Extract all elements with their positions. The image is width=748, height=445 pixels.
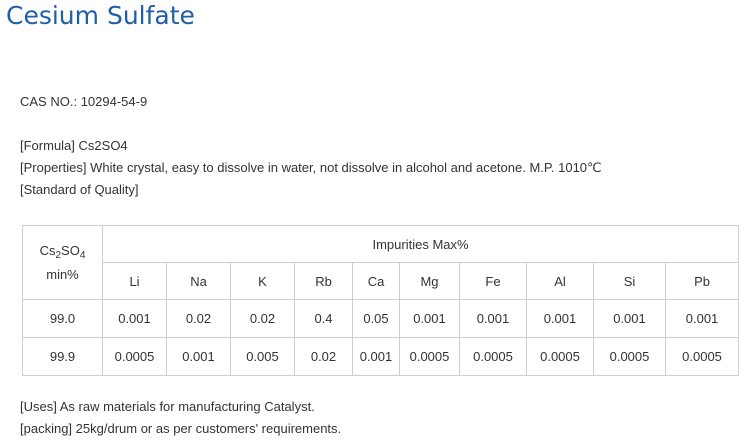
- element-header-cell: Ca: [353, 263, 400, 300]
- impurity-value-cell: 0.001: [353, 338, 400, 376]
- impurity-value-cell: 0.001: [527, 300, 594, 338]
- formula-line: [20, 138, 128, 154]
- formula-value: Cs2SO4: [78, 138, 128, 153]
- purity-unit: min%: [46, 266, 79, 282]
- impurity-value-cell: 0.0005: [103, 338, 167, 376]
- element-header-cell: Al: [527, 263, 594, 300]
- packing-line: [20, 421, 341, 437]
- impurity-value-cell: 0.001: [167, 338, 231, 376]
- quality-standard-table: [22, 225, 739, 376]
- table-row: [23, 338, 739, 376]
- formula-label: [Formula]: [20, 138, 75, 153]
- packing-label: [packing]: [20, 421, 73, 436]
- purity-formula: $Cs_2SO_4$: [39, 242, 86, 261]
- element-header-cell: Li: [103, 263, 167, 300]
- packing-value: 25kg/drum or as per customers' requirements.: [75, 421, 342, 436]
- impurity-value-cell: 0.001: [400, 300, 460, 338]
- impurity-value-cell: 0.4: [295, 300, 353, 338]
- element-header-cell: Na: [167, 263, 231, 300]
- impurity-value-cell: 0.0005: [527, 338, 594, 376]
- impurity-value-cell: 0.005: [231, 338, 295, 376]
- cas-value: 10294-54-9: [80, 94, 148, 109]
- impurity-value-cell: 0.0005: [460, 338, 527, 376]
- purity-cell: 99.0: [23, 300, 103, 338]
- cas-label: CAS NO.:: [20, 94, 78, 109]
- properties-value: White crystal, easy to dissolve in water, not dissolve in alcohol and acetone. M.P. 1010℃: [90, 160, 602, 175]
- impurity-value-cell: 0.02: [231, 300, 295, 338]
- uses-value: As raw materials for manufacturing Catalyst.: [59, 399, 315, 414]
- page-title: Cesium Sulfate: [6, 1, 195, 30]
- properties-line: [20, 160, 602, 176]
- element-header-cell: Mg: [400, 263, 460, 300]
- element-header-cell: K: [231, 263, 295, 300]
- impurity-value-cell: 0.05: [353, 300, 400, 338]
- impurity-value-cell: 0.001: [460, 300, 527, 338]
- impurity-value-cell: 0.0005: [666, 338, 739, 376]
- standard-of-quality-heading: [Standard of Quality]: [20, 182, 139, 197]
- impurity-value-cell: 0.001: [103, 300, 167, 338]
- element-header-cell: Pb: [666, 263, 739, 300]
- purity-cell: 99.9: [23, 338, 103, 376]
- impurity-value-cell: 0.0005: [594, 338, 666, 376]
- table-header-row: [23, 226, 739, 263]
- cas-number-line: [20, 94, 147, 110]
- impurity-value-cell: 0.001: [594, 300, 666, 338]
- element-header-cell: Si: [594, 263, 666, 300]
- table-row: [23, 300, 739, 338]
- impurities-header-cell: Impurities Max%: [103, 226, 739, 263]
- impurity-value-cell: 0.02: [295, 338, 353, 376]
- element-header-cell: Rb: [295, 263, 353, 300]
- impurity-value-cell: 0.02: [167, 300, 231, 338]
- purity-header-cell: [23, 226, 103, 300]
- impurity-value-cell: 0.0005: [400, 338, 460, 376]
- element-header-row: [23, 263, 739, 300]
- uses-line: [20, 399, 315, 415]
- element-header-cell: Fe: [460, 263, 527, 300]
- impurity-value-cell: 0.001: [666, 300, 739, 338]
- uses-label: [Uses]: [20, 399, 57, 414]
- properties-label: [Properties]: [20, 160, 87, 175]
